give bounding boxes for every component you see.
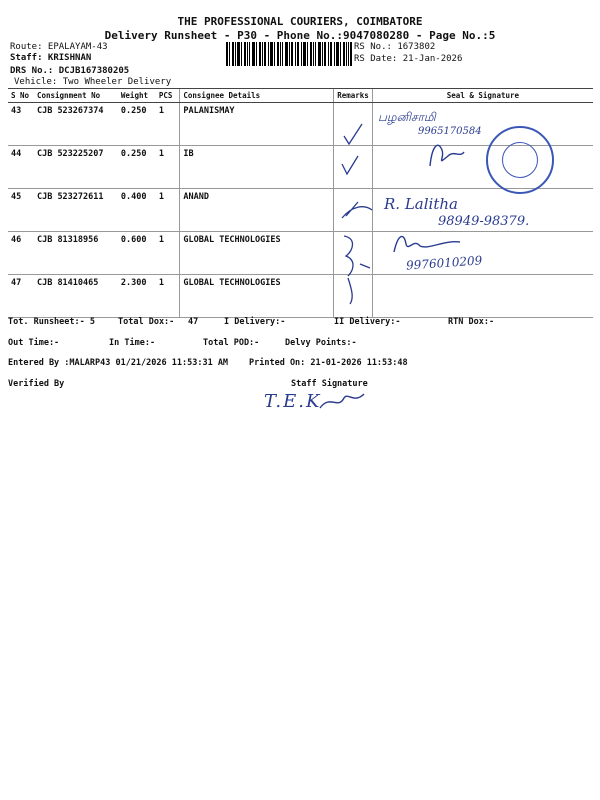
col-pcs: PCS xyxy=(156,89,180,103)
handwritten-name-43: பழனிசாமி xyxy=(378,110,436,124)
consignee: PALANISMAY xyxy=(180,103,334,146)
seal-stamp xyxy=(486,126,554,194)
consignment-no: CJB 523225207 xyxy=(34,146,118,189)
seal-signature xyxy=(372,146,593,189)
out-time: Out Time:- xyxy=(8,338,60,348)
verified-by: Verified By xyxy=(8,379,65,389)
col-sno: S No xyxy=(8,89,34,103)
remark-signature-45 xyxy=(338,196,378,226)
col-weight: Weight xyxy=(118,89,156,103)
weight: 2.300 xyxy=(118,275,156,318)
delvy-points: Delvy Points:- xyxy=(285,338,357,348)
route: Route: EPALAYAM-43 xyxy=(10,42,108,52)
col-consignee: Consignee Details xyxy=(180,89,334,103)
staff: Staff: KRISHNAN xyxy=(10,53,92,63)
seal-stamp-center xyxy=(502,142,538,178)
handwritten-phone-47: 9976010209 xyxy=(405,253,483,273)
col-seal: Seal & Signature xyxy=(372,89,593,103)
handwritten-phone-43: 9965170584 xyxy=(418,126,482,137)
sno: 47 xyxy=(8,275,34,318)
rs-no: RS No.: 1673802 xyxy=(354,42,436,52)
consignee: IB xyxy=(180,146,334,189)
remark-tick-43 xyxy=(340,118,370,148)
consignment-no: CJB 523272611 xyxy=(34,189,118,232)
weight: 0.250 xyxy=(118,103,156,146)
seal-signature xyxy=(372,275,593,318)
company-title: THE PROFESSIONAL COURIERS, COIMBATORE xyxy=(177,15,423,28)
pcs: 1 xyxy=(156,232,180,275)
handwritten-name-45: R. Lalitha xyxy=(384,195,458,213)
runsheet-subtitle: Delivery Runsheet - P30 - Phone No.:9047080280 - Page No.:5 xyxy=(104,29,496,42)
runsheet-table xyxy=(8,88,593,318)
weight: 0.250 xyxy=(118,146,156,189)
sno: 46 xyxy=(8,232,34,275)
entered-by: Entered By :MALARP43 01/21/2026 11:53:31 AM xyxy=(8,358,229,368)
barcode xyxy=(226,42,352,66)
rtn-dox: RTN Dox:- xyxy=(448,317,495,327)
weight: 0.600 xyxy=(118,232,156,275)
consignment-no: CJB 523267374 xyxy=(34,103,118,146)
total-dox-label: Total Dox:- xyxy=(118,317,175,327)
consignee: ANAND xyxy=(180,189,334,232)
ii-delivery: II Delivery:- xyxy=(334,317,401,327)
handwritten-phone-45: 98949-98379. xyxy=(438,214,530,229)
in-time: In Time:- xyxy=(109,338,156,348)
staff-signature-flourish xyxy=(318,388,366,414)
consignee: GLOBAL TECHNOLOGIES xyxy=(180,232,334,275)
printed-on: Printed On: 21-01-2026 11:53:48 xyxy=(249,358,408,368)
rs-date: RS Date: 21-Jan-2026 xyxy=(354,54,463,64)
col-remarks: Remarks xyxy=(334,89,373,103)
vehicle: Vehicle: Two Wheeler Delivery xyxy=(14,77,172,87)
consignment-no: CJB 81410465 xyxy=(34,275,118,318)
table-row xyxy=(8,275,593,318)
sno: 45 xyxy=(8,189,34,232)
signature-46 xyxy=(388,228,468,258)
pcs: 1 xyxy=(156,103,180,146)
col-consignment: Consignment No xyxy=(34,89,118,103)
drs-no: DRS No.: DCJB167380205 xyxy=(10,66,130,76)
pcs: 1 xyxy=(156,146,180,189)
staff-signature: T.E.K xyxy=(264,391,322,412)
consignment-no: CJB 81318956 xyxy=(34,232,118,275)
table-header-row xyxy=(8,89,593,103)
pcs: 1 xyxy=(156,189,180,232)
pcs: 1 xyxy=(156,275,180,318)
consignee: GLOBAL TECHNOLOGIES xyxy=(180,275,334,318)
total-runsheet: Tot. Runsheet:- 5 xyxy=(8,317,95,327)
weight: 0.400 xyxy=(118,189,156,232)
total-dox-value: 47 xyxy=(188,317,199,327)
i-delivery: I Delivery:- xyxy=(224,317,286,327)
staff-signature-label: Staff Signature xyxy=(291,379,368,389)
remark-bracket-46-47 xyxy=(336,230,376,310)
table-row xyxy=(8,232,593,275)
remark-tick-44 xyxy=(338,150,368,180)
signature-44 xyxy=(420,136,470,176)
total-pod: Total POD:- xyxy=(203,338,260,348)
sno: 43 xyxy=(8,103,34,146)
sno: 44 xyxy=(8,146,34,189)
